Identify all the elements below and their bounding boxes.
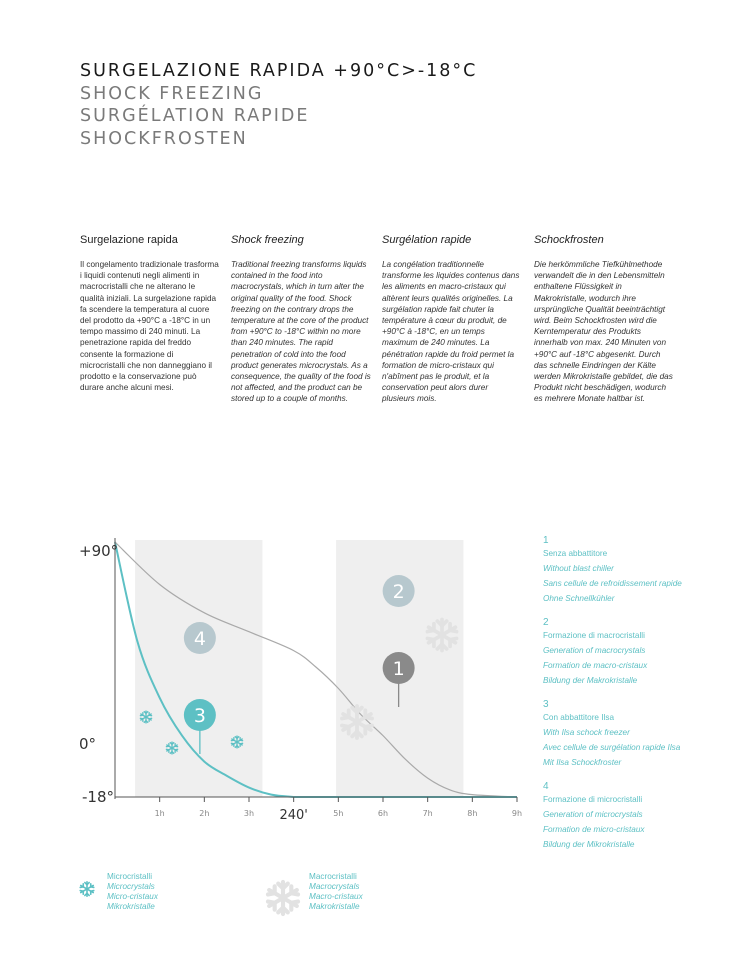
key-microcrystals bbox=[107, 872, 158, 913]
column-heading: Surgelazione rapida bbox=[80, 234, 178, 246]
column-heading: Schockfrosten bbox=[534, 234, 604, 246]
column-body: La congélation traditionnelle transforme les liquides contenus dans les aliments en macro-cristaux qui altèrent leurs qualités originelles. La surgélation rapide fait chuter la température à cœur du produit, de +90°C à -18°C, en un temps maximum de 240 minutes. La pénétration rapide du froid permet la formation de micro-cristaux qui n'abîment pas le produit, et la conservation peut alors durer plusieurs mois. bbox=[382, 260, 520, 404]
x-tick-label: 2h bbox=[199, 809, 210, 818]
x-tick-label: 1h bbox=[154, 809, 165, 818]
column-french bbox=[382, 234, 522, 405]
legend-number: 1 bbox=[543, 535, 549, 546]
x-tick-label: 6h bbox=[377, 809, 389, 818]
column-italian bbox=[80, 234, 220, 393]
legend-item: Formation de micro-cristaux bbox=[543, 825, 645, 834]
key-label: Makrokristalle bbox=[309, 902, 360, 911]
marker-label-2: 2 bbox=[392, 581, 405, 603]
key-label: Macro-cristaux bbox=[309, 892, 363, 901]
key-label: Macrocrystals bbox=[309, 882, 360, 891]
column-body: Il congelamento tradizionale trasforma i liquidi contenuti negli alimenti in macrocristalli che ne alterano le qualità iniziali. La surgelazione rapida fa scendere la temperatura al cuore del prodotto da +90°C a -18°C in un tempo massimo di 240 minuti. La penetrazione rapida del freddo consente la formazione di microcristalli che non danneggiano il prodotto e la conservazione può durare anche alcuni mesi. bbox=[80, 260, 219, 393]
x-tick-label: 240' bbox=[279, 808, 308, 823]
column-body: Die herkömmliche Tiefkühlmethode verwandelt die in den Lebensmitteln enthaltene Flüssigkeit in Makrokristalle, wodurch ihre ursprüngliche Qualität beeinträchtigt wird. Beim Schockfrosten wird die Kerntemperatur des Produkts innerhalb von max. 240 Minuten von +90°C auf -18°C abgesenkt. Durch das schnelle Eindringen der Kälte werden Mikrokristalle gebildet, die das Produkt nicht beschädigen, wodurch es mehrere Monate haltbar ist. bbox=[534, 260, 673, 404]
column-body: Traditional freezing transforms liquids contained in the food into macrocrystals, which in turn alter the original quality of the food. Shock freezing on the contrary drops the temperature at the core of the product from +90°C to -18°C within no more than 240 minutes. The rapid penetration of cold into the food product generates microcrystals. As a consequence, the quality of the food is not affected, and the product can be stored up to a couple of months. bbox=[231, 260, 371, 404]
key-macrocrystals bbox=[309, 872, 363, 913]
legend-item: Generation of microcrystals bbox=[543, 810, 643, 819]
y-tick-label: -18° bbox=[82, 788, 114, 806]
legend-group-4 bbox=[543, 780, 743, 850]
legend-item: Formazione di macrocristalli bbox=[543, 631, 645, 640]
legend-item: Bildung der Mikrokristalle bbox=[543, 840, 635, 849]
column-english bbox=[231, 234, 371, 405]
shaded-band bbox=[135, 540, 262, 797]
legend-item: Con abbattitore Ilsa bbox=[543, 713, 615, 722]
title-german: SHOCKFROSTEN bbox=[80, 128, 248, 149]
legend-number: 4 bbox=[543, 781, 549, 792]
x-tick-label: 9h bbox=[511, 809, 523, 818]
x-tick-label: 3h bbox=[243, 809, 255, 818]
marker-label-1: 1 bbox=[392, 658, 405, 680]
key-label: Microcrystals bbox=[107, 882, 155, 891]
legend-item: Senza abbattitore bbox=[543, 549, 608, 558]
legend-group-2 bbox=[543, 616, 743, 686]
legend-item: Avec cellule de surgélation rapide Ilsa bbox=[543, 743, 681, 752]
title-english: SHOCK FREEZING bbox=[80, 83, 264, 104]
legend-group-1 bbox=[543, 534, 743, 604]
page-title: SURGELAZIONE RAPIDA +90°C>-18°C bbox=[80, 61, 478, 81]
legend bbox=[543, 534, 743, 862]
legend-item: Sans cellule de refroidissement rapide bbox=[543, 579, 682, 588]
marker-label-4: 4 bbox=[193, 628, 206, 650]
legend-item: Ohne Schnellkühler bbox=[543, 594, 615, 603]
legend-item: Mit Ilsa Schockfroster bbox=[543, 758, 622, 767]
micro-snowflake-icon bbox=[78, 880, 96, 898]
y-tick-label: +90° bbox=[79, 542, 119, 560]
legend-group-3 bbox=[543, 698, 743, 768]
column-german bbox=[534, 234, 674, 405]
key-label: Micro-cristaux bbox=[107, 892, 158, 901]
legend-item: Bildung der Makrokristalle bbox=[543, 676, 638, 685]
legend-number: 2 bbox=[543, 617, 549, 628]
freezing-chart bbox=[0, 520, 530, 830]
legend-item: Formazione di microcristalli bbox=[543, 795, 643, 804]
key-label: Macrocristalli bbox=[309, 872, 357, 881]
x-tick-label: 8h bbox=[467, 809, 478, 818]
title-block bbox=[80, 60, 477, 150]
macro-snowflake-icon bbox=[263, 878, 303, 918]
key-label: Mikrokristalle bbox=[107, 902, 155, 911]
column-heading: Surgélation rapide bbox=[382, 234, 472, 246]
marker-label-3: 3 bbox=[193, 705, 206, 727]
legend-item: Generation of macrocrystals bbox=[543, 646, 646, 655]
column-heading: Shock freezing bbox=[231, 234, 304, 246]
title-french: SURGÉLATION RAPIDE bbox=[80, 106, 310, 126]
legend-number: 3 bbox=[543, 699, 549, 710]
x-tick-label: 7h bbox=[422, 809, 433, 818]
key-label: Microcristalli bbox=[107, 872, 153, 881]
x-tick-label: 5h bbox=[333, 809, 344, 818]
legend-item: Without blast chiller bbox=[543, 564, 614, 573]
legend-item: With Ilsa schock freezer bbox=[543, 728, 630, 737]
legend-item: Formation de macro-cristaux bbox=[543, 661, 648, 670]
y-tick-label: 0° bbox=[79, 735, 97, 753]
